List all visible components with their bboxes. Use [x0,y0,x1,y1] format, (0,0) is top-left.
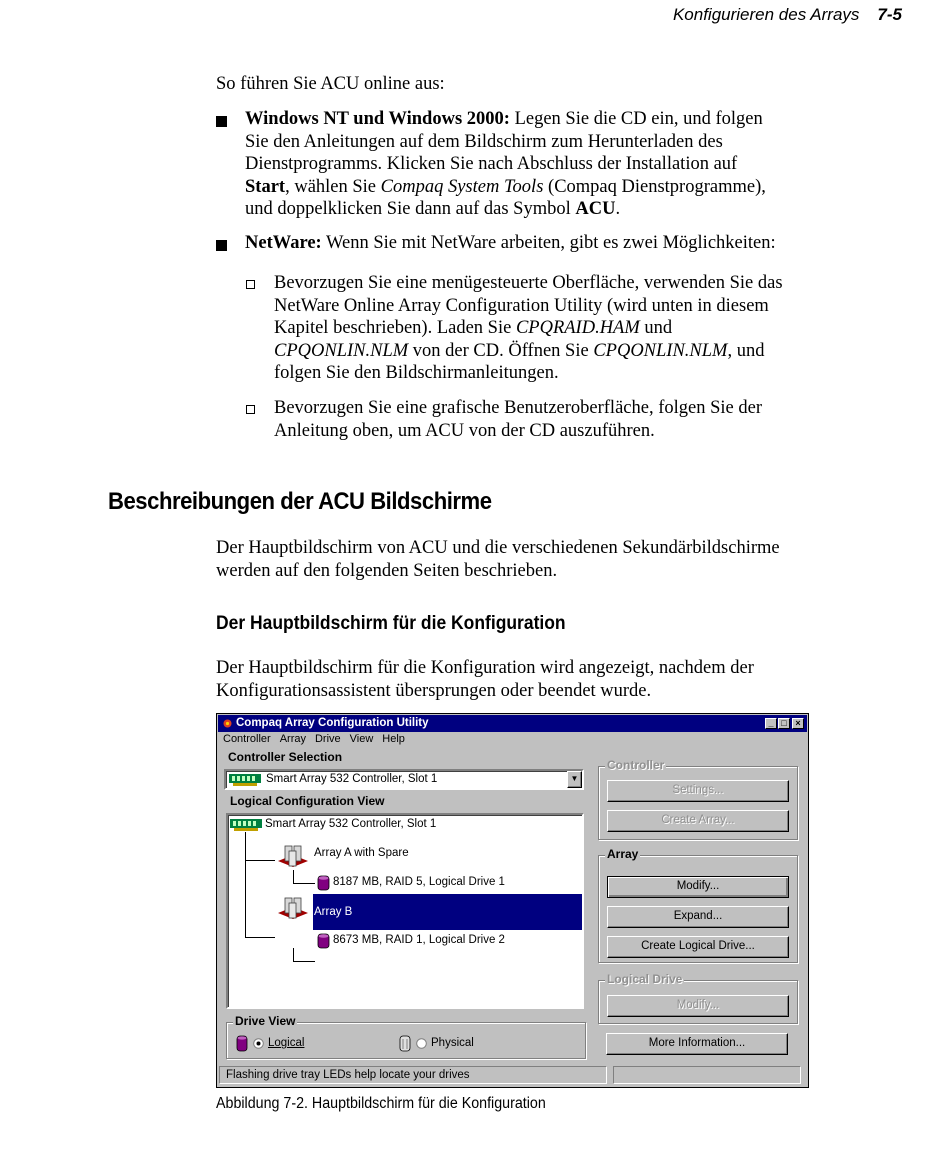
controller-dropdown[interactable] [224,769,584,790]
tree-line [293,948,294,961]
close-icon[interactable]: × [792,718,804,729]
subbullet-menu-line1: Bevorzugen Sie eine menügesteuerte Oberfläche, verwenden Sie das [274,273,783,293]
title-bar [218,715,807,732]
tree-controller[interactable]: Smart Array 532 Controller, Slot 1 [265,818,437,830]
logical-drive-icon [317,933,330,949]
bullet-windows-lead: Windows NT und Windows 2000: [245,109,510,129]
selection-highlight [313,894,582,930]
array-icon [275,895,311,925]
menu-view[interactable]: View [349,733,374,745]
physical-radio-label[interactable]: Physical [431,1037,474,1049]
page-number: 7-5 [877,5,902,24]
minimize-icon[interactable]: _ [765,718,777,729]
subbullet-gui-line2: Anleitung oben, um ACU von der CD auszuführen. [274,420,655,441]
cpqonlin-filename: CPQONLIN.NLM [274,340,409,361]
bullet-checkbox-square [246,280,255,289]
expand-button[interactable]: Expand... [607,906,789,928]
subbullet-menu-line4b: , und [727,340,765,361]
tree-logical-drive-2[interactable]: 8673 MB, RAID 1, Logical Drive 2 [333,934,505,946]
tree-array-a[interactable]: Array A with Spare [314,847,409,859]
more-information-button[interactable]: More Information... [606,1033,788,1055]
controller-group [598,758,798,840]
window-title: Compaq Array Configuration Utility [236,717,429,729]
tree-logical-drive-1[interactable]: 8187 MB, RAID 5, Logical Drive 1 [333,876,505,888]
logical-drive-group-label: Logical Drive [607,972,683,986]
bullet-square [216,240,227,251]
tree-line [293,883,315,884]
menu-array[interactable]: Array [279,733,306,745]
tree-line [245,860,275,861]
section-paragraph-line1: Der Hauptbildschirm von ACU und die verschiedenen Sekundärbildschirme [216,538,780,558]
array-group [598,847,798,963]
bullet-windows-line4c: (Compaq Dienstprogramme), [543,176,766,197]
section-paragraph [216,537,780,582]
maximize-icon[interactable]: □ [778,718,790,729]
subbullet-menu [274,272,844,385]
menu-controller[interactable]: Controller [223,733,271,745]
controller-dropdown-value: Smart Array 532 Controller, Slot 1 [266,773,438,785]
cpqonlin-filename: CPQONLIN.NLM [593,340,728,361]
subbullet-menu-line5: folgen Sie den Bildschirmanleitungen. [274,363,559,383]
tree-array-b[interactable]: Array B [314,906,353,918]
controller-card-icon [229,774,261,786]
logical-drive-group [598,972,798,1024]
bullet-windows-line2: Sie den Anleitungen auf dem Bildschirm zum Herunterladen des [245,131,723,152]
menu-help[interactable]: Help [382,733,405,745]
bullet-square [216,116,227,127]
bullet-netware-text: Wenn Sie mit NetWare arbeiten, gibt es zwei Möglichkeiten: [321,233,776,253]
subsection-paragraph-line1: Der Hauptbildschirm für die Konfiguration wird angezeigt, nachdem der [216,658,754,678]
bullet-windows-line5a: und doppelklicken Sie dann auf das Symbol [245,199,576,219]
status-bar-message: Flashing drive tray LEDs help locate your drives [219,1066,607,1084]
bullet-netware [245,232,776,255]
intro-text: So führen Sie ACU online aus: [216,74,445,94]
cpqraid-filename: CPQRAID.HAM [515,318,640,338]
bullet-netware-lead: NetWare: [245,233,322,253]
logical-drive-icon [317,875,330,891]
array-icon [275,843,311,873]
bullet-windows [245,108,845,221]
bullet-windows-text: Legen Sie die CD ein, und folgen [509,109,763,129]
logical-configuration-tree[interactable] [226,813,584,1009]
controller-group-label: Controller [607,758,665,772]
subbullet-menu-line3a: Kapitel beschrieben). Laden Sie [274,318,516,338]
physical-drive-icon [399,1035,411,1052]
create-array-button[interactable]: Create Array... [607,810,789,832]
bullet-windows-line4a: , wählen Sie [285,176,381,197]
physical-radio[interactable] [416,1038,427,1049]
subbullet-gui [274,397,844,442]
tree-line [293,961,315,962]
subbullet-menu-line4a: von der CD. Öffnen Sie [408,340,594,361]
controller-selection-label: Controller Selection [228,750,343,764]
subbullet-menu-line3b: und [639,318,673,338]
bullet-checkbox-square [246,405,255,414]
logical-radio-label[interactable]: Logical [268,1037,305,1049]
menu-drive[interactable]: Drive [314,733,341,745]
acu-text: ACU [575,199,616,219]
settings-button[interactable]: Settings... [607,780,789,802]
section-paragraph-line2: werden auf den folgenden Seiten beschrieben. [216,560,558,581]
bullet-windows-line5c: . [615,199,621,219]
tree-line [245,832,246,938]
subbullet-menu-line2: NetWare Online Array Configuration Utility (wird unten in diesem [274,295,769,316]
array-group-label: Array [607,847,639,861]
menu-bar [223,733,414,748]
compaq-system-tools-text: Compaq System Tools [380,176,544,197]
acu-window [216,713,809,1088]
drive-view-group [226,1014,586,1059]
create-logical-drive-button[interactable]: Create Logical Drive... [607,936,789,958]
tree-line [245,937,275,938]
modify-array-button[interactable]: Modify... [607,876,789,898]
bullet-windows-line3: Dienstprogramms. Klicken Sie nach Abschluss der Installation auf [245,154,738,174]
controller-card-icon [230,819,262,831]
status-bar-panel [613,1066,801,1084]
drive-view-label: Drive View [235,1014,296,1028]
subsection-heading: Der Hauptbildschirm für die Konfiguration [216,613,566,634]
dropdown-arrow-icon[interactable]: ▼ [567,771,582,788]
running-header [673,5,902,25]
logical-radio[interactable] [253,1038,264,1049]
section-heading: Beschreibungen der ACU Bildschirme [108,488,492,515]
logical-view-label: Logical Configuration View [230,794,385,808]
subbullet-gui-line1: Bevorzugen Sie eine grafische Benutzeroberfläche, folgen Sie der [274,398,762,418]
app-icon [222,718,233,729]
subsection-paragraph-line2: Konfigurationsassistent übersprungen oder beendet wurde. [216,680,652,701]
start-text: Start [245,176,286,197]
modify-logical-drive-button[interactable]: Modify... [607,995,789,1017]
logical-drive-icon [236,1035,248,1052]
subsection-paragraph [216,657,754,702]
running-header-title: Konfigurieren des Arrays [672,5,860,24]
figure-caption: Abbildung 7-2. Hauptbildschirm für die Konfiguration [216,1095,546,1112]
